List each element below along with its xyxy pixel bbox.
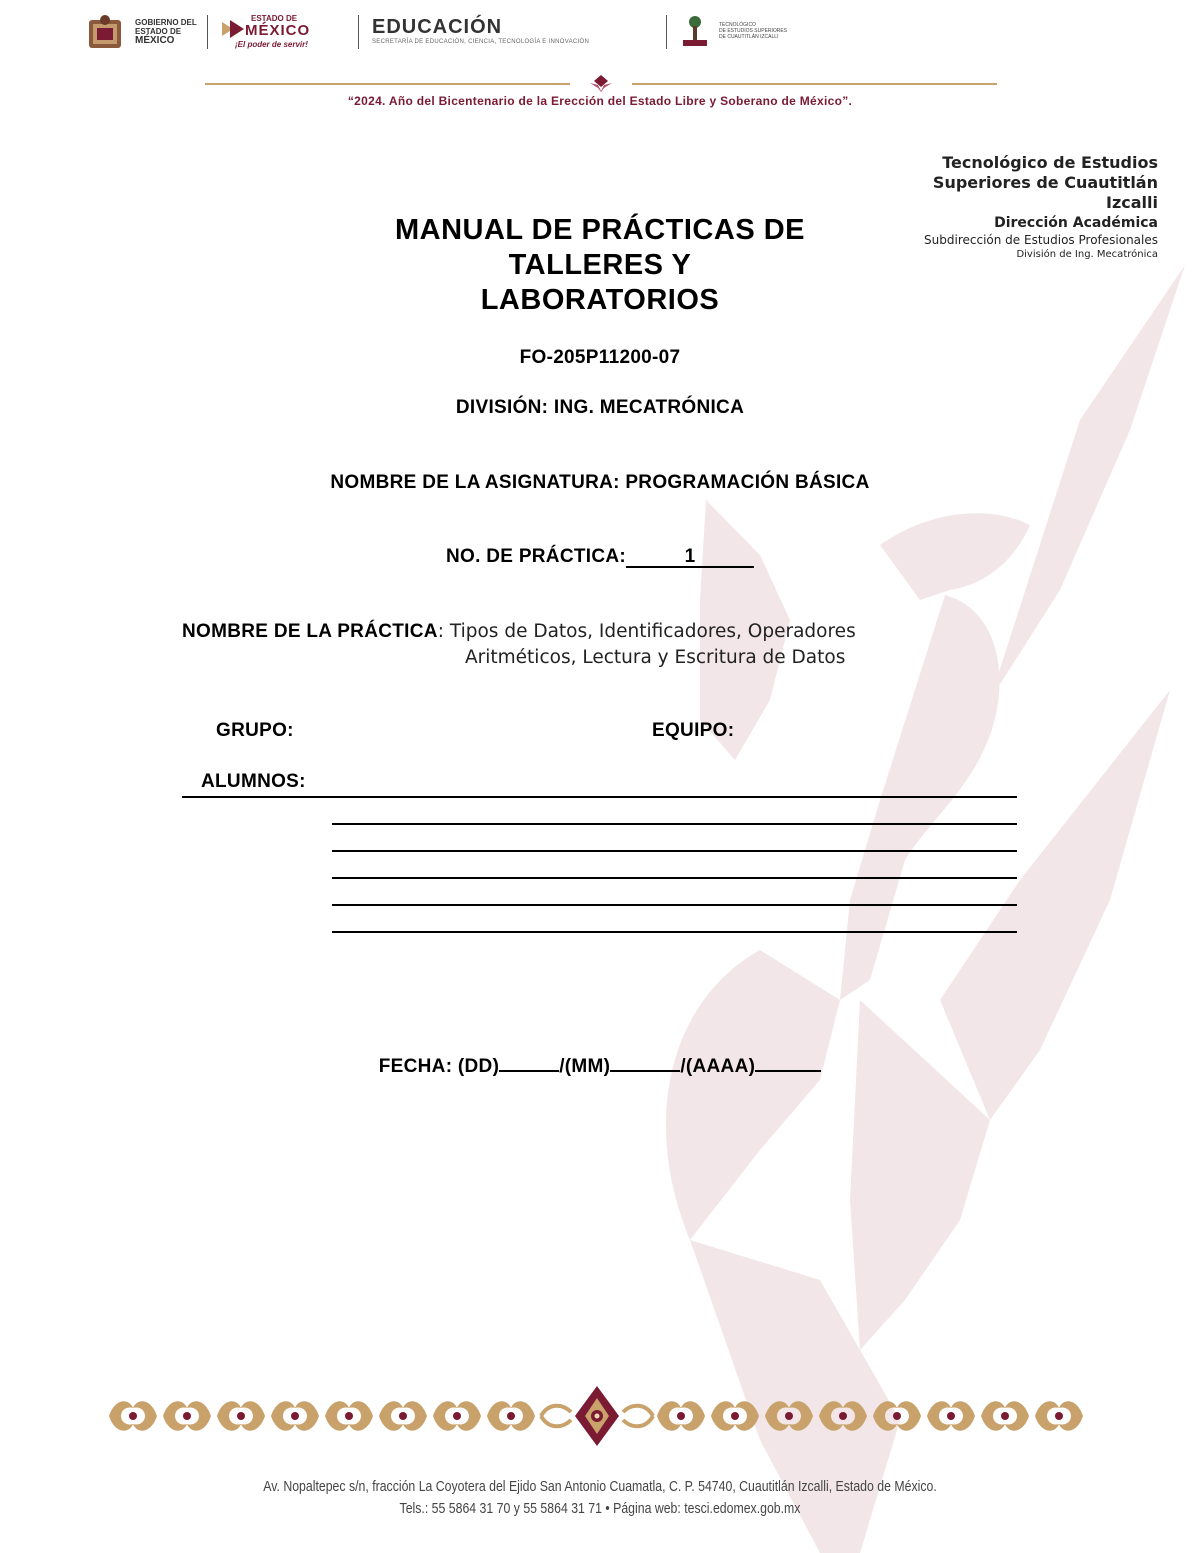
grupo-label: GRUPO:	[216, 720, 294, 741]
practica-name-line	[182, 621, 856, 643]
alumnos-line[interactable]	[182, 796, 1017, 798]
logo-separator	[207, 15, 208, 49]
fecha-line	[0, 1056, 1200, 1078]
practica-number-line	[0, 546, 1200, 568]
equipo-label: EQUIPO:	[652, 720, 735, 741]
alumnos-line[interactable]	[332, 877, 1017, 879]
document-title: MANUAL DE PRÁCTICAS DE TALLERES Y LABORATORIOS	[394, 214, 806, 316]
fecha-mm-field[interactable]	[610, 1070, 680, 1072]
institution-subdireccion: Subdirección de Estudios Profesionales	[924, 233, 1158, 247]
edo-slogan: ¡El poder de servir!	[235, 40, 308, 49]
fecha-aaaa-label: /(AAAA)	[680, 1056, 756, 1077]
ornament-icon	[588, 73, 614, 93]
edo-small-text: ESTADO DE	[251, 14, 298, 23]
footer-ornament-band	[105, 1384, 1090, 1448]
division-line: DIVISIÓN: ING. MECATRÓNICA	[455, 397, 745, 418]
fecha-aaaa-field[interactable]	[755, 1070, 821, 1072]
tesci-text: TECNOLÓGICO DE ESTUDIOS SUPERIORES DE CUAUTITLÁN IZCALLI	[719, 22, 788, 40]
educacion-title: EDUCACIÓN	[372, 16, 503, 38]
practica-name-value-cont: Aritméticos, Lectura y Escritura de Datos	[465, 647, 846, 668]
edomex-seal-logo	[85, 14, 125, 50]
logo-separator	[666, 15, 667, 49]
edomex-gob-text: GOBIERNO DEL ESTADO DE MÉXICO	[135, 18, 197, 46]
alumnos-line[interactable]	[332, 823, 1017, 825]
institution-name: Tecnológico de Estudios Superiores de Cuautitlán Izcalli	[932, 153, 1158, 212]
header-logos	[85, 12, 825, 52]
practica-number-field[interactable]: 1	[626, 548, 754, 568]
footer-address: Av. Nopaltepec s/n, fracción La Coyotera del Ejido San Antonio Cuamatla, C. P. 54740, Cuautitlán Izcalli, Estado de México.	[263, 1478, 937, 1495]
practica-number-label: NO. DE PRÁCTICA:	[445, 546, 627, 567]
institution-division: División de Ing. Mecatrónica	[1016, 249, 1158, 260]
header-divider-left	[205, 83, 570, 85]
fecha-dd-field[interactable]	[499, 1070, 559, 1072]
fecha-label: FECHA: (DD)	[378, 1056, 500, 1077]
educacion-subtitle: SECRETARÍA DE EDUCACIÓN, CIENCIA, TECNOLOGÍA E INNOVACIÓN	[372, 39, 590, 45]
alumnos-label: ALUMNOS:	[201, 771, 306, 792]
tesci-logo	[677, 14, 713, 50]
institution-direccion: Dirección Académica	[994, 215, 1158, 231]
asignatura-line: NOMBRE DE LA ASIGNATURA: PROGRAMACIÓN BÁSICA	[330, 472, 870, 493]
edomex-flower-icon	[220, 18, 246, 40]
logo-separator	[358, 15, 359, 49]
practica-name-value: : Tipos de Datos, Identificadores, Operadores	[437, 621, 856, 642]
header-slogan: “2024. Año del Bicentenario de la Erección del Estado Libre y Soberano de México”.	[347, 94, 853, 108]
header-divider-right	[632, 83, 997, 85]
alumnos-line[interactable]	[332, 931, 1017, 933]
alumnos-line[interactable]	[332, 904, 1017, 906]
document-code: FO-205P11200-07	[519, 347, 681, 368]
fecha-mm-label: /(MM)	[559, 1056, 611, 1077]
practica-name-label: NOMBRE DE LA PRÁCTICA	[182, 621, 438, 642]
footer-contact: Tels.: 55 5864 31 70 y 55 5864 31 71 • Página web: tesci.edomex.gob.mx	[399, 1500, 801, 1517]
edo-mexico-text: MÉXICO	[245, 22, 311, 39]
alumnos-line[interactable]	[332, 850, 1017, 852]
